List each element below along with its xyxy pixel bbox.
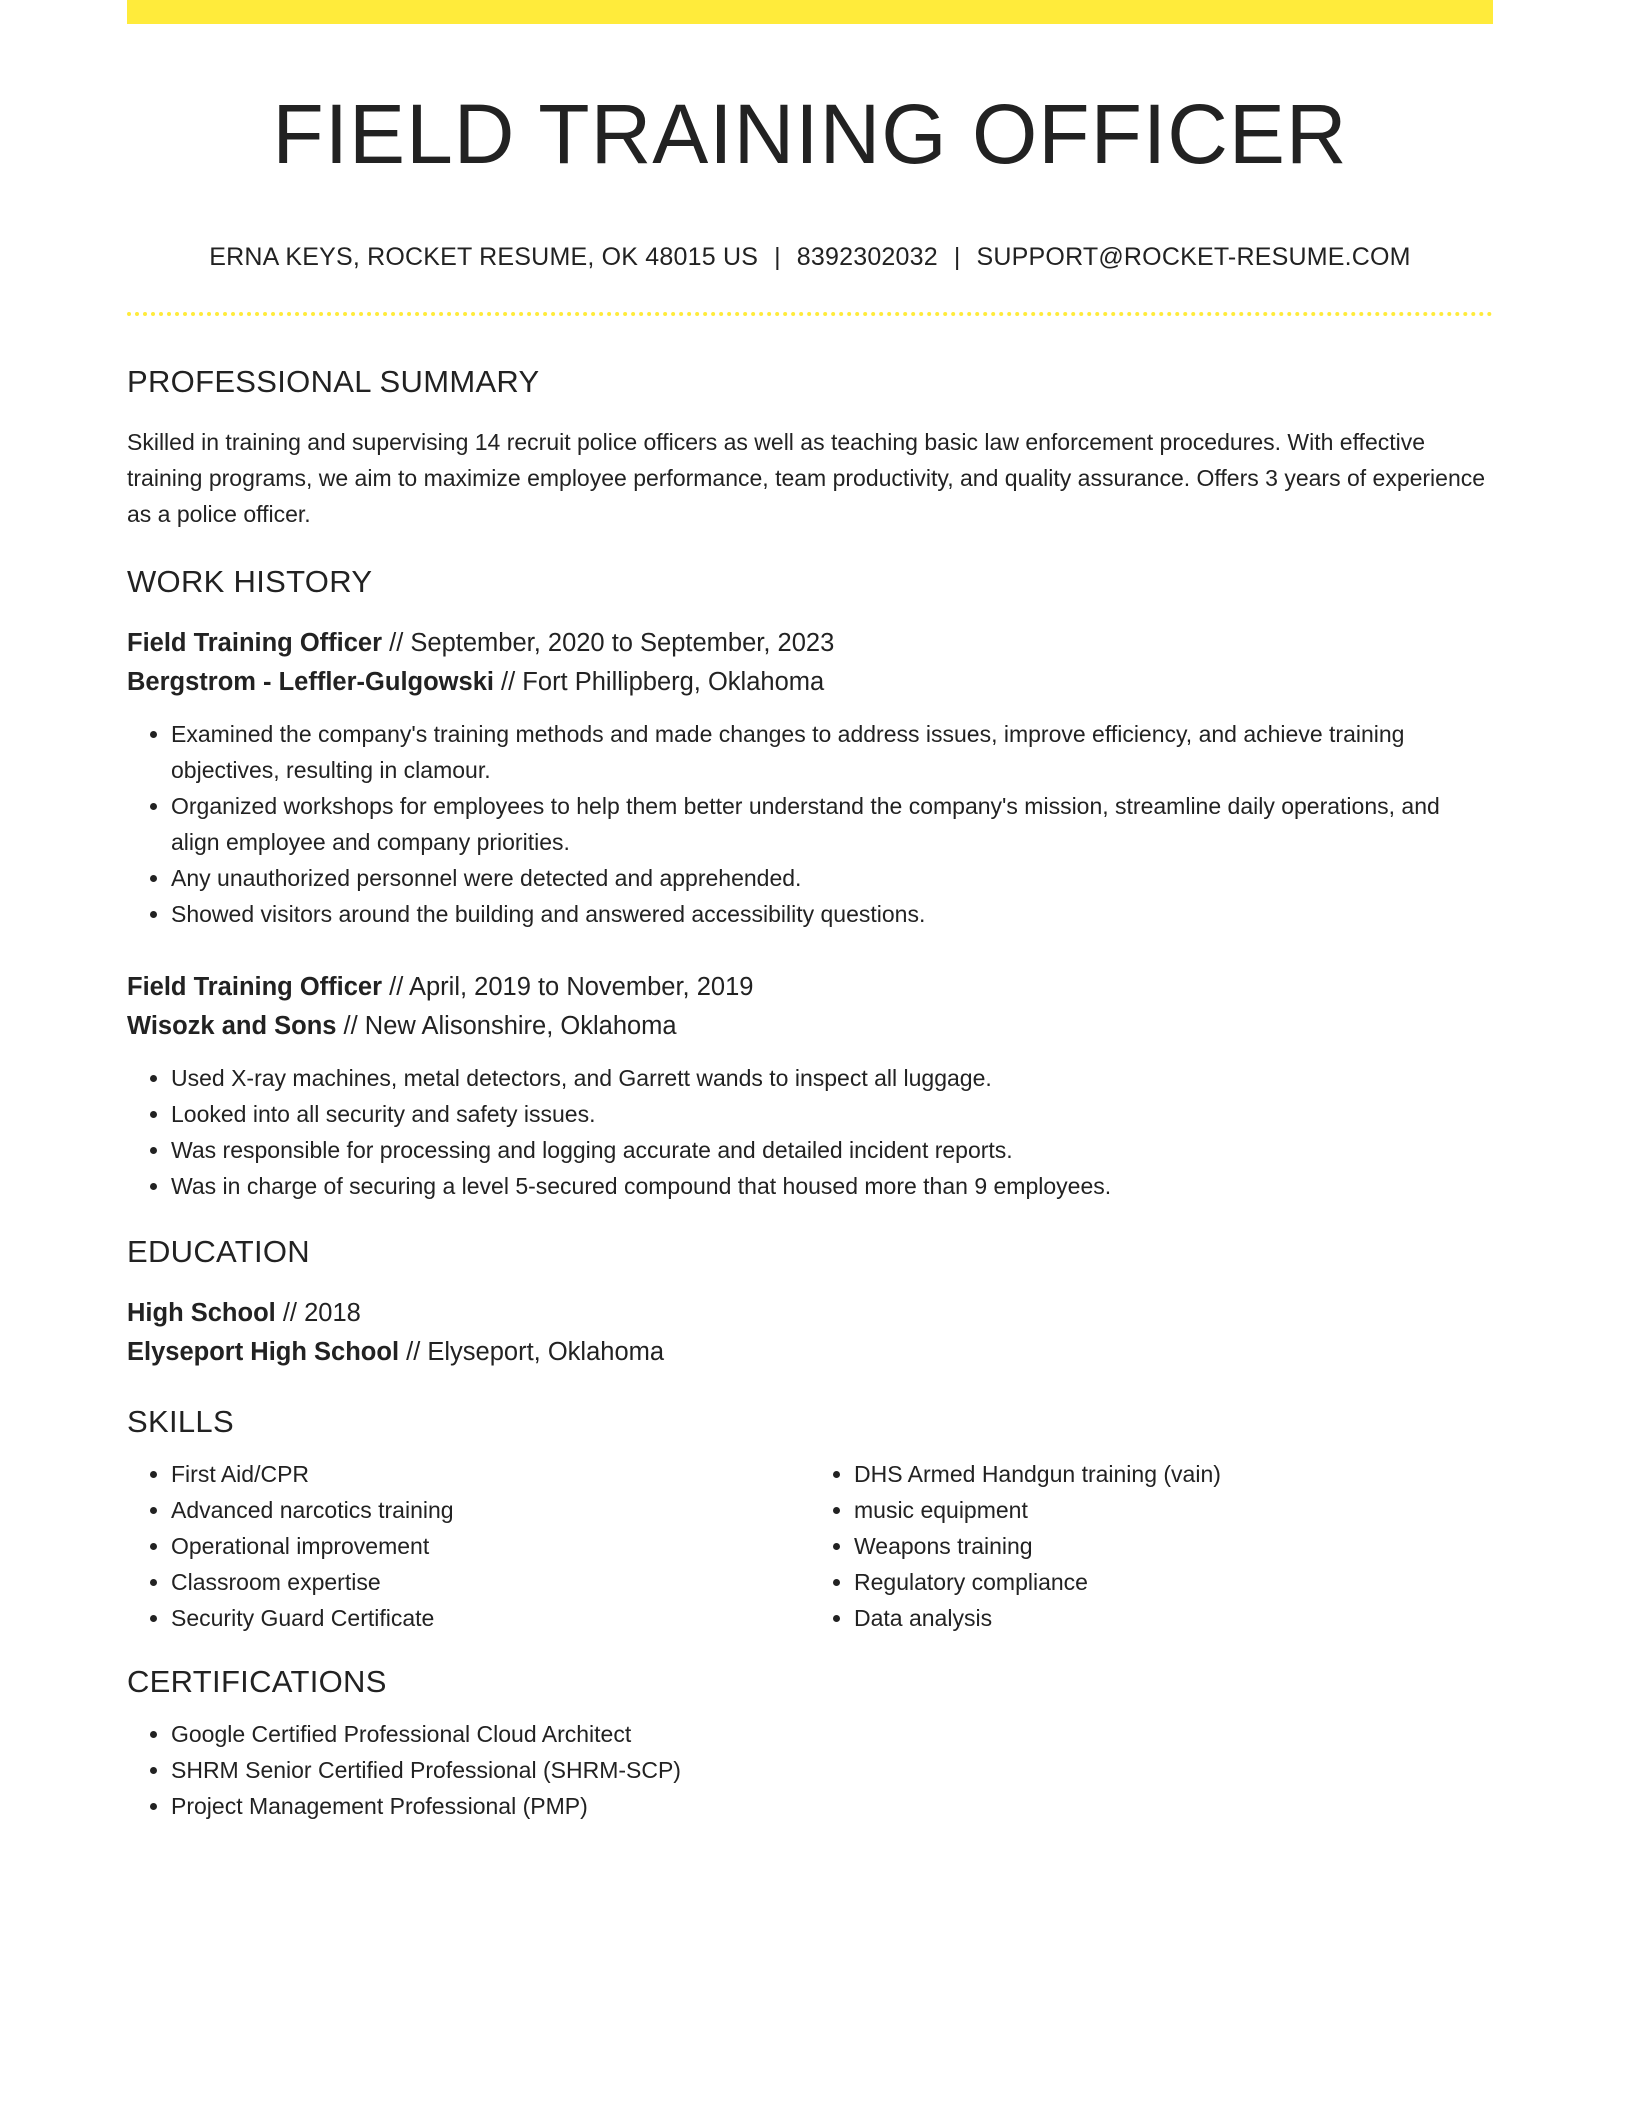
skill-item: • Security Guard Certificate	[171, 1600, 810, 1636]
resume-page	[127, 0, 1493, 1824]
education-degree-line	[127, 1294, 1493, 1333]
summary-heading: PROFESSIONAL SUMMARY	[127, 364, 540, 400]
list-item: • Used X-ray machines, metal detectors, and Garrett wands to inspect all luggage.	[171, 1060, 1493, 1096]
contact-email: SUPPORT@ROCKET-RESUME.COM	[976, 243, 1411, 272]
skills-right-column	[810, 1456, 1493, 1636]
skills-left-column	[127, 1456, 810, 1636]
list-item: • Looked into all security and safety issues.	[171, 1096, 1493, 1132]
education-school: Elyseport High School	[127, 1338, 400, 1367]
job-company-line	[127, 1007, 1493, 1046]
list-item: • Examined the company's training methods and made changes to address issues, improve efficiency, and achieve training objectives, resulting in clamour.	[171, 716, 1493, 788]
list-item: • Showed visitors around the building and answered accessibility questions.	[171, 896, 1493, 932]
work-history-heading: WORK HISTORY	[127, 564, 373, 600]
skill-item: • First Aid/CPR	[171, 1456, 810, 1492]
certification-item: • Project Management Professional (PMP)	[171, 1788, 1493, 1824]
certification-item: • SHRM Senior Certified Professional (SHRM-SCP)	[171, 1752, 1493, 1788]
education-school-line	[127, 1333, 1493, 1372]
contact-line	[127, 240, 1493, 274]
skills-heading: SKILLS	[127, 1404, 234, 1440]
certifications-list	[127, 1716, 1493, 1824]
skills-grid	[127, 1456, 1493, 1636]
job-dates: // September, 2020 to September, 2023	[382, 629, 835, 658]
education-degree: High School	[127, 1299, 276, 1328]
list-item: • Was in charge of securing a level 5-secured compound that housed more than 9 employees.	[171, 1168, 1493, 1204]
skill-item: • Advanced narcotics training	[171, 1492, 810, 1528]
contact-separator: |	[953, 243, 961, 272]
dotted-divider	[127, 312, 1493, 316]
list-item: • Organized workshops for employees to help them better understand the company's mission, streamline daily operations, and align employee and company priorities.	[171, 788, 1493, 860]
education-location: // Elyseport, Oklahoma	[399, 1338, 665, 1367]
skill-item: • Data analysis	[854, 1600, 1493, 1636]
contact-address: ERNA KEYS, ROCKET RESUME, OK 48015 US	[209, 243, 759, 272]
certifications-heading: CERTIFICATIONS	[127, 1664, 387, 1700]
job-bullets	[127, 1060, 1493, 1204]
job-entry	[127, 624, 1493, 932]
skill-item: • DHS Armed Handgun training (vain)	[854, 1456, 1493, 1492]
education-entry	[127, 1294, 1493, 1372]
skill-item: • Weapons training	[854, 1528, 1493, 1564]
page-title: FIELD TRAINING OFFICER	[272, 87, 1348, 181]
job-company: Bergstrom - Leffler-Gulgowski	[127, 668, 494, 697]
job-title-line	[127, 968, 1493, 1007]
list-item: • Any unauthorized personnel were detected and apprehended.	[171, 860, 1493, 896]
job-title-line	[127, 624, 1493, 663]
education-year: // 2018	[275, 1299, 361, 1328]
job-dates: // April, 2019 to November, 2019	[382, 973, 754, 1002]
education-heading: EDUCATION	[127, 1234, 310, 1270]
job-location: // New Alisonshire, Oklahoma	[336, 1012, 677, 1041]
skill-item: • music equipment	[854, 1492, 1493, 1528]
accent-top-bar	[127, 0, 1493, 24]
summary-text: Skilled in training and supervising 14 recruit police officers as well as teaching basic law enforcement procedures. With effective training programs, we aim to maximize employee performance, team productivity, and quality assurance. Offers 3 years of experience as a police officer.	[127, 429, 1486, 528]
list-item: • Was responsible for processing and logging accurate and detailed incident reports.	[171, 1132, 1493, 1168]
job-title: Field Training Officer	[127, 629, 383, 658]
job-location: // Fort Phillipberg, Oklahoma	[493, 668, 825, 697]
job-entry	[127, 968, 1493, 1204]
skill-item: • Regulatory compliance	[854, 1564, 1493, 1600]
contact-phone: 8392302032	[796, 243, 938, 272]
job-company-line	[127, 663, 1493, 702]
job-bullets	[127, 716, 1493, 932]
job-company: Wisozk and Sons	[127, 1012, 337, 1041]
contact-separator: |	[774, 243, 781, 272]
job-title: Field Training Officer	[127, 973, 383, 1002]
certification-item: • Google Certified Professional Cloud Architect	[171, 1716, 1493, 1752]
skill-item: • Operational improvement	[171, 1528, 810, 1564]
skill-item: • Classroom expertise	[171, 1564, 810, 1600]
